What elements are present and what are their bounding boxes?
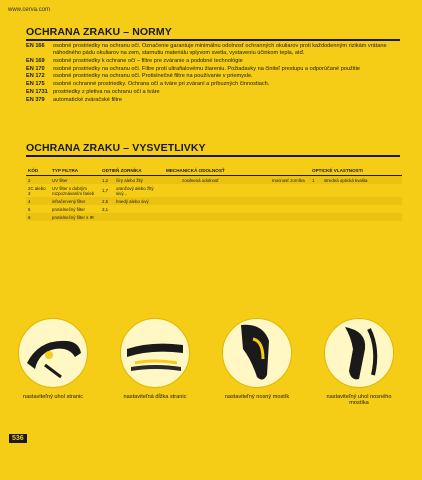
glasses-temple-icon bbox=[19, 319, 87, 387]
nose-bridge-icon bbox=[223, 319, 291, 387]
table-cell bbox=[100, 213, 402, 221]
table-cell: číry alebo žltý bbox=[114, 176, 164, 185]
norm-text: osobné prostriedky na ochranu očí. Protislnečné filtre na používanie v priemysle. bbox=[53, 73, 253, 80]
norm-item bbox=[26, 97, 400, 104]
nose-bridge-image bbox=[222, 318, 292, 388]
product-caption: nastaviteľný nosný mostík bbox=[224, 394, 290, 400]
section-title-legend: OCHRANA ZRAKU – VYSVETLIVKY bbox=[26, 142, 206, 154]
table-cell: 4 bbox=[26, 197, 50, 205]
table-cell: 5 bbox=[28, 206, 31, 212]
table-row bbox=[26, 197, 402, 205]
table-cell: UV filter bbox=[50, 176, 100, 185]
col-header-filter-type: TYP FILTRA bbox=[50, 166, 100, 176]
table-cell bbox=[114, 205, 402, 213]
nose-bridge-angle-image bbox=[324, 318, 394, 388]
norm-item bbox=[26, 89, 400, 96]
table-cell: 1 bbox=[310, 176, 322, 185]
product-adjustable-nose-bridge-angle bbox=[316, 318, 402, 407]
table-cell: stredná optická kvalita bbox=[322, 176, 402, 185]
section-title-norms: OCHRANA ZRAKU – NORMY bbox=[26, 26, 172, 38]
table-cell: zosilnená odolnosť bbox=[180, 176, 230, 185]
table-cell bbox=[164, 184, 402, 197]
table-row bbox=[26, 213, 402, 221]
table-cell: 2 bbox=[26, 176, 50, 185]
table-cell: 1,7 bbox=[102, 188, 109, 193]
table-cell: mocnosť zorníka bbox=[270, 176, 310, 185]
table-cell: 2,5 bbox=[100, 197, 114, 205]
table-cell: hnedý alebo sivý bbox=[114, 197, 164, 205]
table-row bbox=[26, 184, 402, 197]
table-cell bbox=[164, 197, 402, 205]
product-caption: nastaviteľný uhol stranic bbox=[22, 394, 84, 400]
table-cell: UV filter s dobrým rozpoznávaním farieb bbox=[52, 185, 95, 196]
product-caption: nastaviteľná dĺžka stranic bbox=[123, 394, 187, 400]
norm-text: osobné ochranné prostriedky. Ochrana očí a tváre pri zváraní a príbuzných činnostiach. bbox=[53, 81, 270, 88]
norm-item bbox=[26, 58, 400, 65]
page-number: 536 bbox=[9, 434, 27, 443]
table-cell: oranžový alebo žltý sivý... bbox=[116, 185, 154, 196]
norm-item bbox=[26, 43, 400, 57]
table-cell: protislnečný filter s IR bbox=[50, 213, 100, 221]
norm-code: EN 166 bbox=[26, 43, 45, 49]
table-row bbox=[26, 176, 402, 185]
product-adjustable-nose-bridge bbox=[214, 318, 300, 400]
section-divider bbox=[26, 39, 400, 41]
glasses-temple-length-icon bbox=[121, 319, 189, 387]
norm-code: EN 175 bbox=[26, 81, 45, 88]
table-row bbox=[26, 205, 402, 213]
norm-code: EN 170 bbox=[26, 65, 45, 72]
norm-item bbox=[26, 81, 400, 88]
legend-table bbox=[26, 166, 402, 221]
table-cell bbox=[230, 176, 270, 185]
product-adjustable-temple-angle bbox=[10, 318, 96, 400]
site-url: www.cerva.com bbox=[8, 7, 51, 13]
temple-angle-image bbox=[18, 318, 88, 388]
norm-item bbox=[26, 73, 400, 80]
norm-text: osobné prostriedky k ochrane očí – filtre pre zváranie a podobné technológie bbox=[53, 57, 243, 64]
norm-text: osobné prostriedky na ochranu očí. Filtre proti ultrafialovému žiareniu. Požiadavky na činiteľ prestupu a odporúčané použitie bbox=[53, 65, 360, 72]
norm-text: osobné prostriedky na ochranu očí. Označenie garantuje minimálnu odolnosť ochranných okuliarov proti každodenným rizikám vrátane náhodného pádu okuliarov na zem, starnutiu materiálu vplyvom svetla, vystaveniu účinkom tepla, atď. bbox=[53, 43, 387, 56]
table-cell: 2C alebo 3 bbox=[28, 185, 46, 196]
table-cell: 1,2 bbox=[100, 176, 114, 185]
col-header-mechanical: MECHANICKÁ ODOLNOSŤ bbox=[164, 166, 310, 176]
col-header-code: KÓD bbox=[26, 166, 50, 176]
norm-code: EN 172 bbox=[26, 73, 45, 80]
col-header-lens-tint: ODTIEŇ ZORNÍKA bbox=[100, 166, 164, 176]
table-cell: infračervený filter bbox=[50, 197, 100, 205]
norm-text: automatické zváračské filtre bbox=[53, 97, 123, 104]
nose-bridge-angle-icon bbox=[325, 319, 393, 387]
table-cell: 3,1 bbox=[102, 206, 109, 212]
norm-code: EN 169 bbox=[26, 57, 45, 64]
section-divider bbox=[26, 155, 400, 157]
table-cell: protislnečný filter bbox=[52, 206, 85, 212]
product-adjustable-temple-length bbox=[112, 318, 198, 400]
table-cell bbox=[164, 176, 180, 185]
norms-list bbox=[26, 43, 400, 105]
norm-code: EN 1731 bbox=[26, 89, 48, 96]
temple-length-image bbox=[120, 318, 190, 388]
norm-code: EN 379 bbox=[26, 97, 45, 104]
norm-item bbox=[26, 66, 400, 73]
product-caption: nastaviteľný uhol nosného mostíka bbox=[326, 394, 392, 407]
col-header-optical: OPTICKÉ VLASTNOSTI bbox=[310, 166, 402, 176]
norm-text: prostriedky z pletiva na ochranu očí a tváre bbox=[53, 89, 160, 96]
table-cell: 6 bbox=[26, 213, 50, 221]
